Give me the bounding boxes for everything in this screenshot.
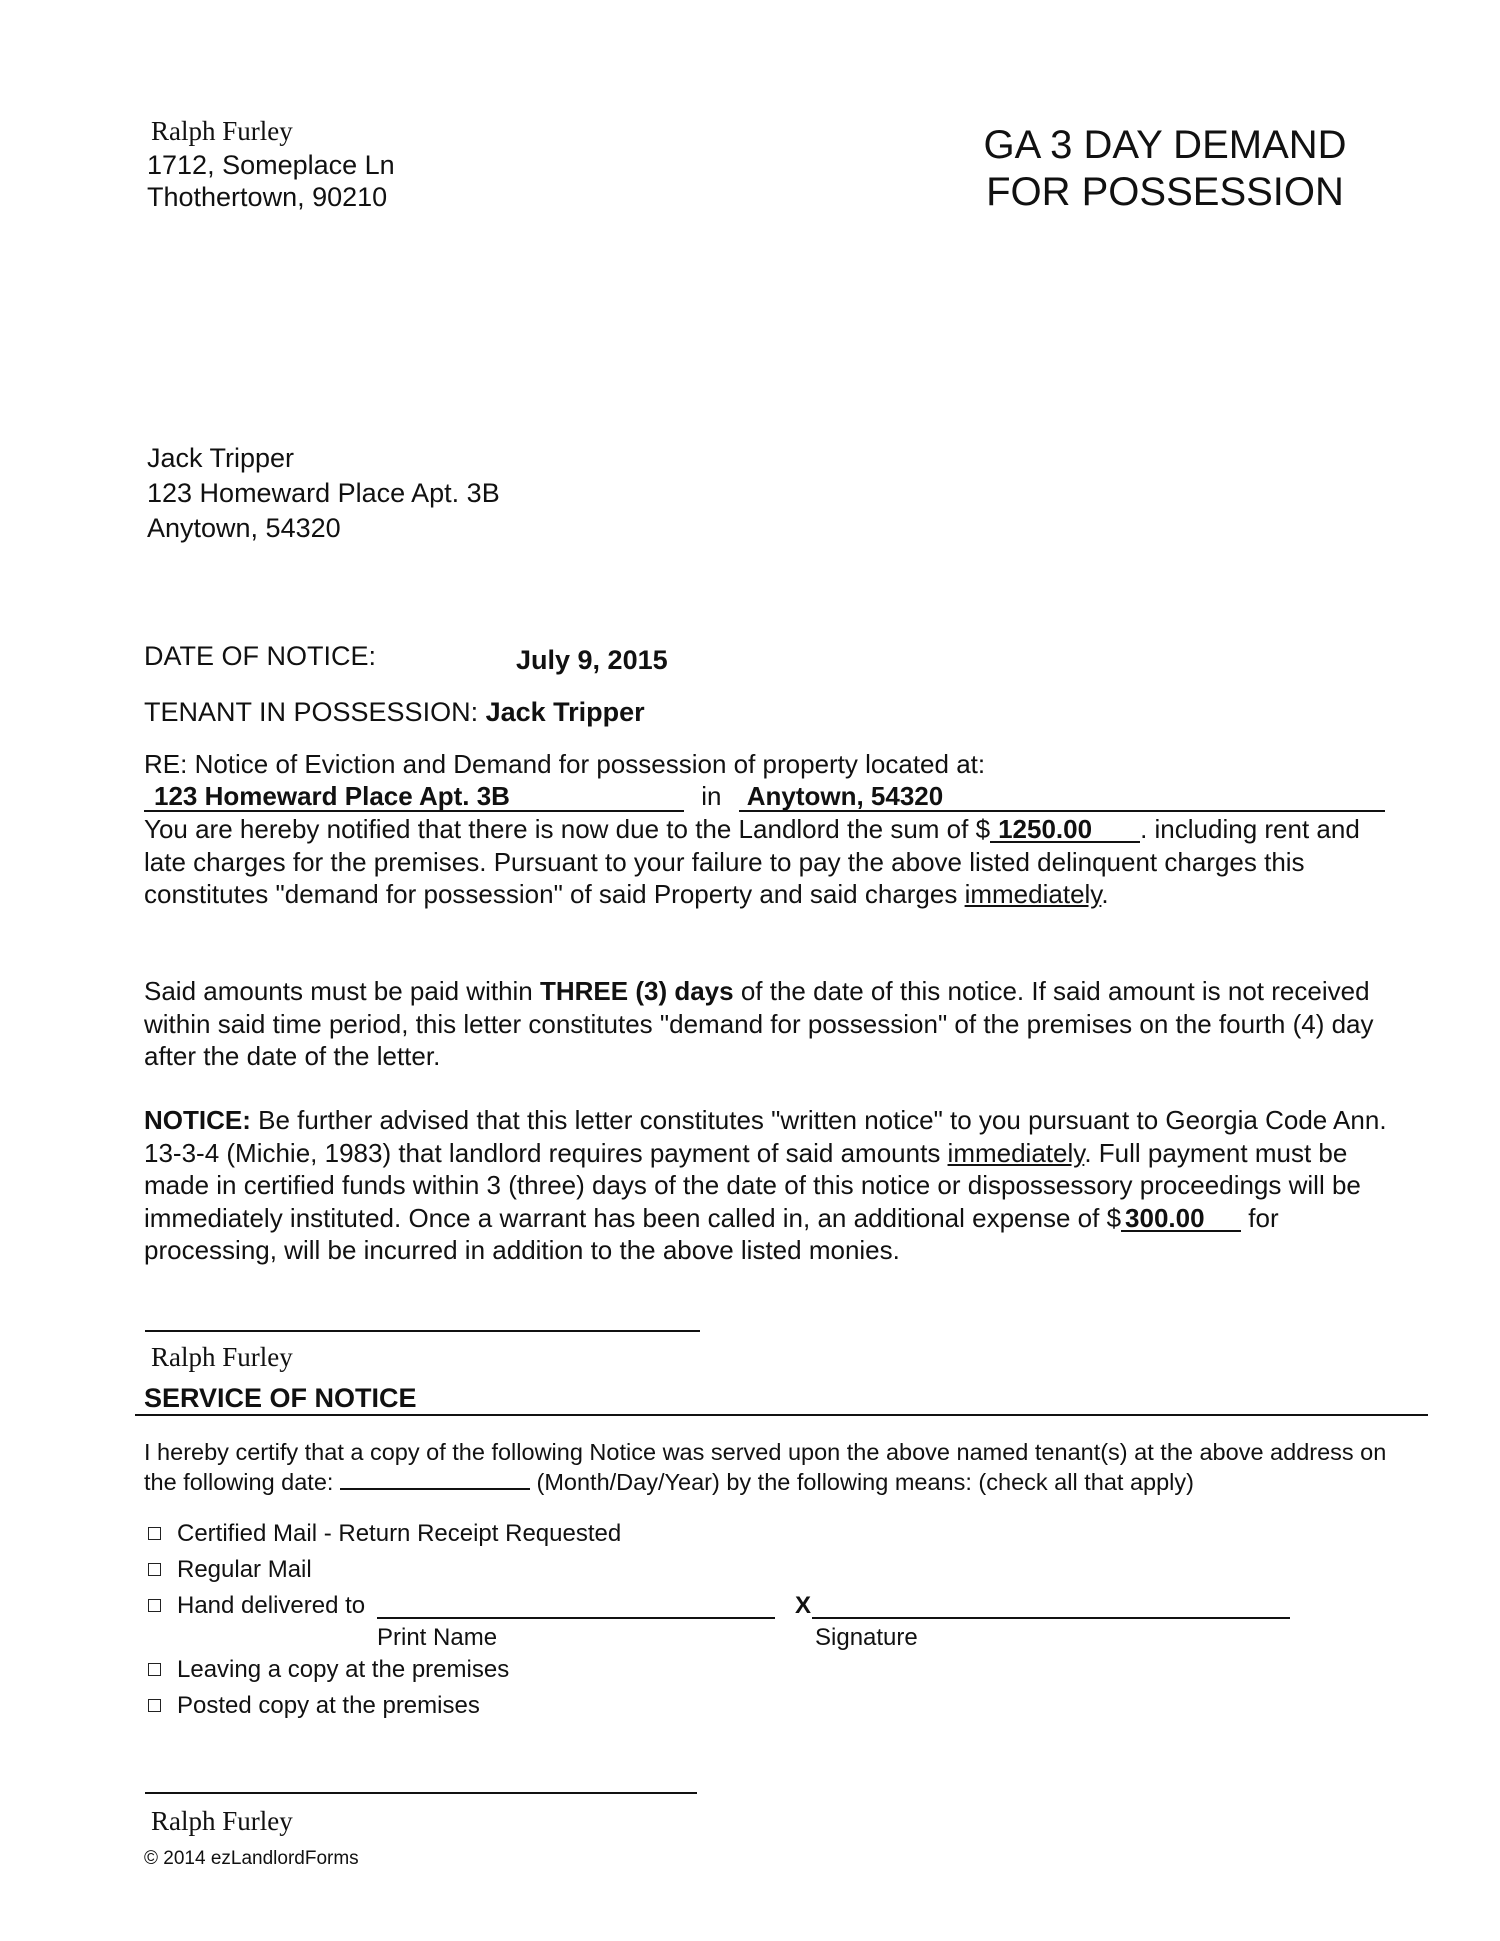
warrant-fee-value: 300.00: [1121, 1206, 1241, 1232]
checkbox-posted-copy[interactable]: [148, 1699, 161, 1712]
option-label-hand-delivered: Hand delivered to: [177, 1592, 366, 1619]
certify-paragraph: [144, 1437, 1394, 1497]
option-posted-copy: [148, 1692, 480, 1720]
print-name-line[interactable]: [377, 1617, 775, 1619]
checkbox-leaving-copy[interactable]: [148, 1663, 161, 1676]
tenant-in-possession: [144, 697, 645, 728]
immediately-text-2: immediately: [947, 1137, 1085, 1168]
hand-delivered-signature-line[interactable]: [812, 1617, 1290, 1619]
landlord-signature-name: Ralph Furley: [151, 1342, 293, 1372]
amount-due-paragraph: [144, 813, 1374, 911]
certify-post: (Month/Day/Year) by the following means: (check all that apply): [529, 1469, 1194, 1495]
certify-pre: I hereby certify that a copy of the following Notice was served upon the above named tenant(s) at the above address on the following date:: [144, 1439, 1387, 1495]
checkbox-hand-delivered[interactable]: [148, 1599, 161, 1612]
option-label-regular-mail: Regular Mail: [177, 1556, 312, 1583]
in-word: in: [701, 781, 722, 811]
amount-due-post: .: [1140, 814, 1148, 844]
amount-due-rest: including rent and late charges for the premises. Pursuant to your failure to pay the above listed delinquent charges this constitutes "demand for possession" of said Property and said charges: [144, 814, 1360, 909]
signature-label: Signature: [815, 1624, 918, 1651]
landlord-address-line1: 1712, Someplace Ln: [147, 150, 395, 180]
option-label-leaving-copy: Leaving a copy at the premises: [177, 1656, 510, 1683]
amount-due-end: .: [1101, 879, 1109, 909]
notice-end: for processing, will be incurred in addition to the above listed monies.: [144, 1202, 1279, 1265]
amount-due-pre: You are hereby notified that there is now due to the Landlord the sum of $: [144, 814, 991, 844]
tenant-name: Jack Tripper: [147, 443, 295, 473]
property-city-field: Anytown, 54320: [739, 782, 1385, 812]
landlord-name: Ralph Furley: [151, 116, 293, 146]
tenant-address-line2: Anytown, 54320: [147, 513, 341, 543]
notice-mid: . Full payment must be made in certified funds within 3 (three) days of the date of this notice or dispossessory proceedings will be immediately instituted. Once a warrant has been called in, an additional expense of $: [144, 1137, 1361, 1233]
document-title: [955, 122, 1375, 216]
payment-deadline-paragraph: [144, 975, 1379, 1073]
server-signature-name: Ralph Furley: [151, 1806, 293, 1836]
date-of-notice-label: DATE OF NOTICE:: [144, 641, 377, 671]
landlord-signature-line: [145, 1330, 700, 1332]
title-line2: FOR POSSESSION: [986, 170, 1344, 214]
written-notice-paragraph: [144, 1104, 1389, 1267]
service-of-notice-heading: SERVICE OF NOTICE: [144, 1383, 417, 1413]
immediately-text-1: immediately: [964, 879, 1102, 909]
deadline-pre: Said amounts must be paid within: [144, 976, 540, 1006]
notice-pre: Be further advised that this letter constitutes "written notice" to you pursuant to Georgia Code Ann. 13-3-4 (Michie, 1983) that landlord requires payment of said amounts: [144, 1105, 1387, 1168]
tenant-in-possession-value: Jack Tripper: [485, 697, 645, 727]
option-certified-mail: [148, 1520, 621, 1548]
tenant-in-possession-label: TENANT IN POSSESSION:: [144, 697, 479, 727]
notice-label: NOTICE:: [144, 1105, 251, 1135]
option-hand-delivered: [148, 1592, 365, 1620]
title-line1: GA 3 DAY DEMAND: [983, 123, 1347, 167]
option-label-posted-copy: Posted copy at the premises: [177, 1692, 480, 1719]
service-heading-rule: [135, 1414, 1428, 1416]
option-regular-mail: [148, 1556, 312, 1584]
signature-x-mark: X: [795, 1592, 812, 1619]
deadline-bold: THREE (3) days: [540, 976, 734, 1006]
service-date-field[interactable]: [340, 1488, 530, 1490]
checkbox-regular-mail[interactable]: [148, 1563, 161, 1576]
copyright-footer: © 2014 ezLandlordForms: [144, 1848, 359, 1869]
landlord-address-line2: Thothertown, 90210: [147, 182, 388, 212]
checkbox-certified-mail[interactable]: [148, 1527, 161, 1540]
amount-due-value: 1250.00: [990, 817, 1140, 843]
re-line: RE: Notice of Eviction and Demand for possession of property located at:: [144, 749, 986, 779]
print-name-label: Print Name: [377, 1624, 498, 1651]
option-label-certified-mail: Certified Mail - Return Receipt Requested: [177, 1520, 622, 1547]
date-of-notice-value: July 9, 2015: [516, 645, 668, 675]
server-signature-line: [145, 1792, 697, 1794]
deadline-post: of the date of this notice. If said amount is not received within said time period, this letter constitutes "demand for possession" of the premises on the fourth (4) day after the date of the letter.: [144, 976, 1374, 1071]
property-address-field: 123 Homeward Place Apt. 3B: [144, 782, 684, 812]
property-location-line: [144, 781, 1385, 812]
tenant-address-line1: 123 Homeward Place Apt. 3B: [147, 478, 500, 508]
option-leaving-copy: [148, 1656, 509, 1684]
